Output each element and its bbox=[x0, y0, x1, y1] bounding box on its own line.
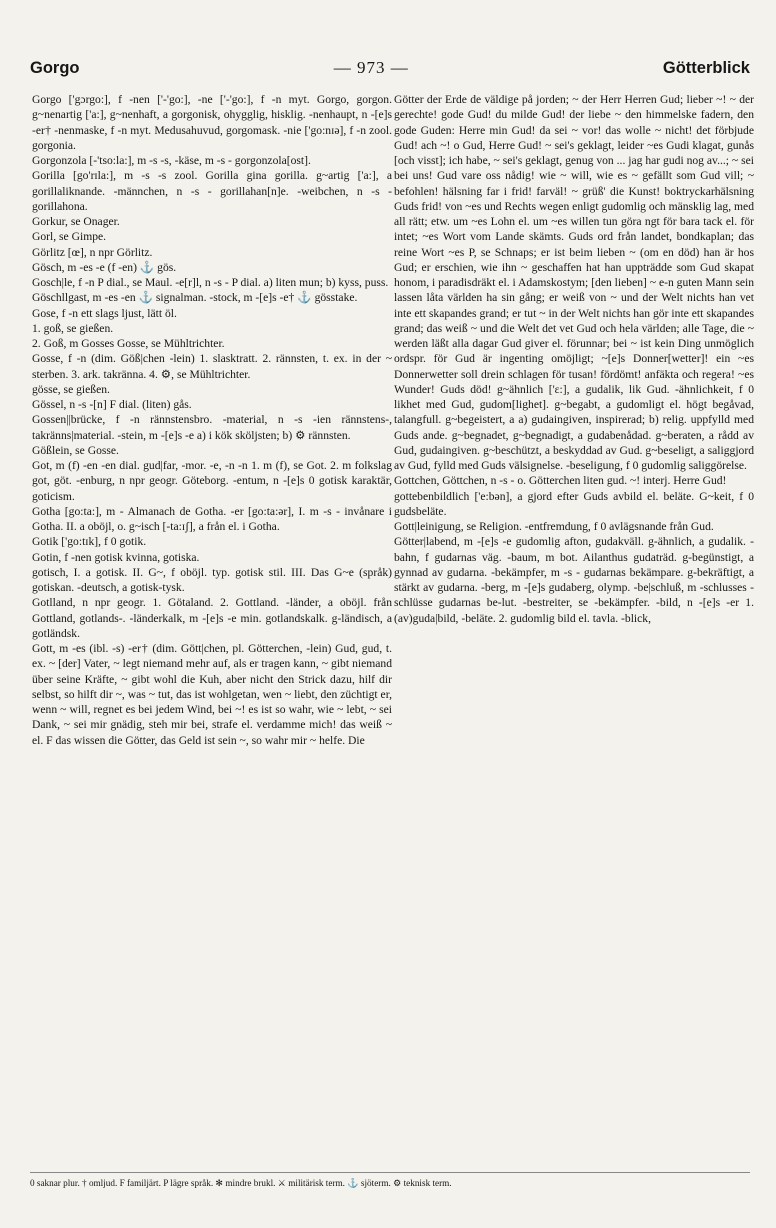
page-header bbox=[30, 52, 750, 78]
dictionary-entry: Got, m (f) -en -en dial. gud|far, -mor. -e, -n -n 1. m (f), se Got. 2. m folkslag got, göt. -enburg, n npr geogr. Göteborg. -entum, n -[e]s 0 gotisk karaktär, goticism. bbox=[32, 459, 392, 503]
dictionary-entry: 1. goß, se gießen. bbox=[32, 321, 114, 335]
dictionary-entry: Gossen||brücke, f -n rännstensbro. -material, n -s -ien rännstens-, takränns|material. -stein, m -[e]s -e a) i kök sköljsten; b) ⚙ rännsten. bbox=[32, 413, 392, 442]
right-column bbox=[394, 92, 754, 626]
dictionary-entry: Gottchen, Göttchen, n -s - o. Götterchen liten gud. ~! interj. Herre Gud! bbox=[394, 474, 727, 488]
dictionary-entry: Gösch, m -es -e (f -en) ⚓ gös. bbox=[32, 260, 177, 274]
dictionary-entry: Gosse, f -n (dim. Göß|chen -lein) 1. slasktratt. 2. rännsten, t. ex. in der ~ sterben. 3. ark. takränna. 4. ⚙, se Mühltrichter. bbox=[32, 352, 392, 381]
header-left-guide-word: Gorgo bbox=[30, 59, 80, 77]
dictionary-entry: Gose, f -n ett slags ljust, lätt öl. bbox=[32, 306, 177, 320]
dictionary-entry: Gott|leinigung, se Religion. -entfremdung, f 0 avlägsnande från Gud. bbox=[394, 520, 714, 533]
dictionary-entry: gotisch, I. a gotisk. II. G~, f oböjl. typ. gotisk stil. III. Das G~e (språk) gotiskan. -deutsch, a gotisk-tysk. bbox=[32, 565, 392, 594]
dictionary-entry: Götter|labend, m -[e]s -e gudomlig afton, gudakväll. g-ähnlich, a gudalik. -bahn, f gudarnas väg. -baum, m bot. Ailanthus gudaträd. g-begünstigt, a gynnad av gudarna. -bekämpfer, m -s - gudarnas bekämpare. g-bekräftigt, a stärkt av gudarna. -berg, m -[e]s gudaberg, olymp. -be|schluß, m -schlusses -schlüsse gudarnas be-lut. -bestreiter, se -bekämpfer. -bild, n -[e]s -er 1. (av)guda|bild, -beläte. 2. gudomlig bild el. tavla. -blick, bbox=[394, 535, 754, 625]
page-number: — 973 — bbox=[333, 58, 409, 77]
dictionary-entry: Gotlland, n npr geogr. 1. Götaland. 2. Gottland. -länder, a oböjl. från Gottland, gotlands-. -länderkalk, m -[e]s -e min. gotlandskalk. g-ländisch, a gotländsk. bbox=[32, 596, 392, 640]
dictionary-entry: Götter der Erde de väldige på jorden; ~ der Herr Herren Gud; lieber ~! ~ der gerechte! gode Gud! du milde Gud! der liebe ~ den himmelske fadern, den gode Guden: Herre min Gud! da sei ~ vor! das wolle ~ nicht! det förbjude Gud! ach ~! o Gud, Herre Gud! ~ sei's geklagt, leider ~es Gudi klagat, gunås [och visst]; ich habe, ~ sei's geklagt, genug von ... jag har gudi nog av...; ~ sei bei uns! Gud vare oss nådig! wie ~ will, wie es ~ gefällt som Gud vill; ~ befohlen! hälsning far i frid! farväl! ~ grüß' die Kunst! boktryckarhälsning Guds frid! von ~es und Rechts wegen enligt gudomlig och mänsklig lag, med all rätt; etw. um ~es Lohn el. um ~es willen tun göra ngt för bara tack el. för intet; ~es Wort vom Lande skämts. Guds ord från landet, bondkaplan; das reine Wort ~es P, se Schnaps; er ist beim lieben ~ (om en död) han är hos Gud; er erschien, wie ihn ~ geschaffen hat han uppträdde som Gud skapat honom, i paradisdräkt el. i Adamskostym; [den lieben] ~ e-n guten Mann sein lassen låta världen ha sin gång; er weiß von ~ und der Welt nichts han vet inte ett skapandes grand; er tut ~ in der Welt nichts han gör inte ett skapandes grand; das weiß ~ und die Welt det vet Gud och hela världen; alle Tage, die ~ werden läßt alla dagar Gud giver el. förunnar; bei ~ ist kein Ding unmöglich ordspr. för Gud är ingenting omöjligt; ~[e]s Donner[wetter]! ein ~es Donnerwetter soll drein schlagen för tusan! fördömt! anfäkta och regera! ~es Wunder! Guds död! g~ähnlich ['ɛ:], a gudalik, lik Gud. -ähnlichkeit, f 0 likhet med Gud, gudom[lighet]. g~begabt, a gudomligt el. högt begåvad, talangfull. g~begeistert, a a) gudaingiven, inspirerad; b) relig. uppfylld med Guds ande. g~begnadet, g~begnadigt, a gudabenådad. g~beraten, a rådd av Gud, gudaingiven. g~beschützt, a beskyddad av Gud. g~beseligt, a saliggjord av Gud, fylld med Guds välsignelse. -beseligung, f 0 gudomlig saliggörelse. bbox=[394, 93, 754, 472]
dictionary-entry: Gorkur, se Onager. bbox=[32, 215, 120, 228]
dictionary-entry: Gott, m -es (ibl. -s) -er† (dim. Gött|chen, pl. Götterchen, -lein) Gud, gud, t. ex. ~ [der] Vater, ~ legt niemand mehr auf, als er tragen kann, ~ gibt niemand über seine Kräfte, ~ gibt wohl die Kuh, aber nicht den Strick dazu, hilf dir selbst, so hilft dir ~, was ~ tut, das ist wohlgetan, wen ~ liebt, den züchtigt er, wenn ~ will, regnet es bei jedem Wind, bei ~! es ist so wahr, wie ~ lebt, ~ sei Dank, ~ sei mir gnädig, steh mir bei, strafe el. verdamme mich! das weiß ~ el. F das wissen die Götter, das Geld ist sein ~, so wahr mir ~ helfe. Die bbox=[32, 642, 392, 747]
dictionary-entry: Gorilla [go'rɪla:], m -s -s zool. Gorilla gina gorilla. g~artig ['a:], a gorillaliknande. -männchen, n -s - gorillahan[n]e. -weibchen, n -s - gorillahona. bbox=[32, 169, 392, 213]
footer-rule bbox=[30, 1172, 750, 1173]
dictionary-entry: gösse, se gießen. bbox=[32, 382, 110, 396]
dictionary-entry: 2. Goß, m Gosses Gosse, se Mühltrichter. bbox=[32, 337, 225, 350]
dictionary-entry: Gössel, n -s -[n] F dial. (liten) gås. bbox=[32, 398, 192, 411]
dictionary-entry: Gosch|le, f -n P dial., se Maul. -e[r]l, n -s - P dial. a) liten mun; b) kyss, puss. bbox=[32, 276, 389, 289]
left-column bbox=[32, 92, 392, 748]
dictionary-entry: Gorl, se Gimpe. bbox=[32, 230, 107, 244]
dictionary-entry: Gorgo ['gɔrgo:], f -nen ['-'go:], -ne ['-'go:], f -n myt. Gorgo, gorgon. g~nenartig ['a:], g~nenhaft, a gorgonisk, ohygglig, hisklig. -nenhaupt, n -[e]s -er† -nenmaske, f -n myt. Medusahuvud, gorgomask. -nie ['go:nɪə], f -n zool. gorgonia. bbox=[32, 93, 392, 152]
dictionary-entry: Gorgonzola [-'tso:la:], m -s -s, -käse, m -s - gorgonzola[ost]. bbox=[32, 154, 311, 167]
dictionary-entry: Gotin, f -nen gotisk kvinna, gotiska. bbox=[32, 550, 200, 564]
dictionary-entry: Görlitz [œ], n npr Görlitz. bbox=[32, 245, 153, 259]
dictionary-entry: Gotha [go:ta:], m - Almanach de Gotha. -er [go:ta:ər], I. m -s - invånare i Gotha. II. a oböjl, o. g~isch [-ta:ɪʃ], a från el. i Gotha. bbox=[32, 504, 392, 533]
dictionary-entry: Göschllgast, m -es -en ⚓ signalman. -stock, m -[e]s -e† ⚓ gösstake. bbox=[32, 291, 358, 305]
header-right-guide-word: Götterblick bbox=[662, 59, 750, 77]
dictionary-entry: Gotik ['go:tɪk], f 0 gotik. bbox=[32, 535, 147, 549]
dictionary-entry: Gößlein, se Gosse. bbox=[32, 443, 119, 457]
abbreviation-legend: 0 saknar plur. † omljud. F familjärt. P lägre språk. ✻ mindre brukl. ⚔ militärisk term. ⚓ sjöterm. ⚙ teknisk term. bbox=[30, 1178, 452, 1188]
dictionary-entry: gottebenbildlich ['e:bən], a gjord efter Guds avbild el. beläte. G~keit, f 0 gudsbeläte. bbox=[394, 489, 754, 518]
